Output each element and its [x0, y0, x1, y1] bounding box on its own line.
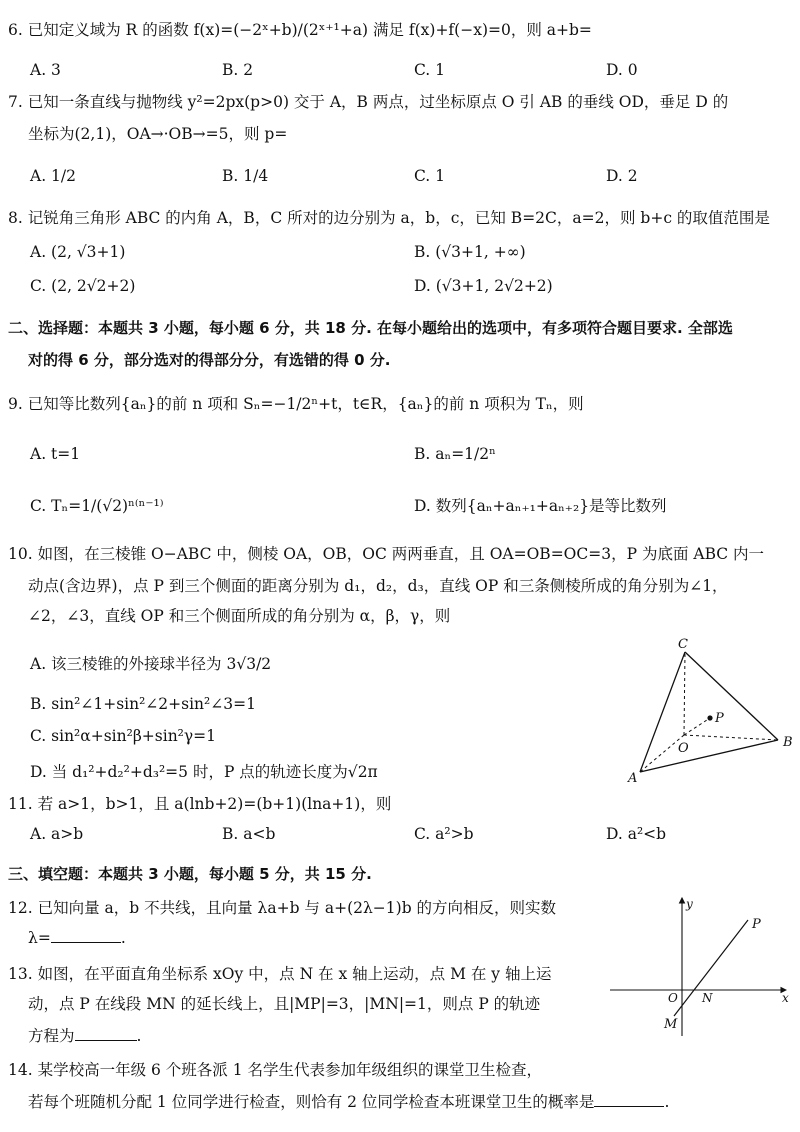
- label-A: A: [628, 771, 638, 786]
- edge-AB: [640, 740, 778, 772]
- q11-option-b: B. a<b: [222, 825, 276, 843]
- q14-answer-blank[interactable]: [594, 1092, 664, 1107]
- q11-option-a: A. a>b: [30, 825, 84, 843]
- edge-CB: [685, 652, 778, 740]
- q13-stem-line3: [28, 1026, 141, 1046]
- q6-option-a: A. 3: [30, 61, 61, 79]
- q11-option-c: C. a²>b: [414, 825, 474, 843]
- edge-OB: [684, 735, 778, 740]
- q6-stem: 6. 已知定义域为 R 的函数 f(x)=(−2ˣ+b)/(2ˣ⁺¹+a) 满足 f(x)+f(−x)=0，则 a+b=: [8, 21, 592, 39]
- q14-stem-line2: [28, 1092, 669, 1112]
- q9-option-c: C. Tₙ=1/(√2)ⁿ⁽ⁿ⁻¹⁾: [30, 497, 164, 515]
- section2-heading-line2: 对的得 6 分，部分选对的得部分分，有选错的得 0 分.: [28, 351, 391, 369]
- tetrahedron-figure: [620, 630, 800, 790]
- q7-option-c: C. 1: [414, 167, 446, 185]
- q14-period: .: [664, 1093, 670, 1111]
- point-P: [707, 715, 712, 720]
- section2-heading-line1: 二、选择题：本题共 3 小题，每小题 6 分，共 18 分. 在每小题给出的选项中，有多项符合题目要求. 全部选: [8, 319, 733, 337]
- edge-OC: [684, 652, 685, 735]
- q7-option-b: B. 1/4: [222, 167, 269, 185]
- q13-period: .: [136, 1027, 142, 1045]
- q8-option-b: B. (√3+1, +∞): [414, 243, 526, 261]
- q7-option-a: A. 1/2: [30, 167, 76, 185]
- q12-stem-line2: [28, 928, 126, 948]
- label-O: O: [678, 741, 689, 756]
- q12-stem-line1: 12. 已知向量 a，b 不共线，且向量 λa+b 与 a+(2λ−1)b 的方向相反，则实数: [8, 899, 557, 917]
- q6-option-b: B. 2: [222, 61, 254, 79]
- q10-option-d: D. 当 d₁²+d₂²+d₃²=5 时，P 点的轨迹长度为√2π: [30, 763, 378, 781]
- q10-option-a: A. 该三棱锥的外接球半径为 3√3/2: [30, 655, 272, 673]
- section3-heading: 三、填空题：本题共 3 小题，每小题 5 分，共 15 分.: [8, 865, 372, 883]
- q14-stem-line2-text: 若每个班随机分配 1 位同学进行检查，则恰有 2 位同学检查本班课堂卫生的概率是: [28, 1093, 595, 1111]
- q12-stem-line2-text: λ=: [28, 929, 51, 947]
- q12-period: .: [120, 929, 126, 947]
- label-P13: P: [752, 917, 761, 932]
- segment-OP: [684, 718, 710, 735]
- label-C: C: [678, 637, 688, 652]
- q12-answer-blank[interactable]: [51, 928, 121, 943]
- coordinate-figure: [606, 890, 796, 1040]
- label-y: y: [686, 897, 693, 911]
- label-N: N: [702, 991, 713, 1005]
- q8-stem: 8. 记锐角三角形 ABC 的内角 A，B，C 所对的边分别为 a，b，c，已知 B=2C，a=2，则 b+c 的取值范围是: [8, 209, 770, 227]
- label-P: P: [715, 711, 724, 726]
- q9-stem: 9. 已知等比数列{aₙ}的前 n 项和 Sₙ=−1/2ⁿ+t，t∈R，{aₙ}的前 n 项积为 Tₙ，则: [8, 395, 584, 413]
- q7-option-d: D. 2: [606, 167, 638, 185]
- q14-stem-line1: 14. 某学校高一年级 6 个班各派 1 名学生代表参加年级组织的课堂卫生检查，: [8, 1061, 543, 1079]
- q8-option-c: C. (2, 2√2+2): [30, 277, 136, 295]
- label-M: M: [664, 1017, 678, 1032]
- q10-stem-line2: 动点(含边界)，点 P 到三个侧面的距离分别为 d₁，d₂，d₃，直线 OP 和三条侧棱所成的角分别为∠1，: [28, 577, 728, 595]
- q11-stem: 11. 若 a>1，b>1，且 a(lnb+2)=(b+1)(lna+1)，则: [8, 795, 392, 813]
- q9-option-d: D. 数列{aₙ+aₙ₊₁+aₙ₊₂}是等比数列: [414, 497, 667, 515]
- q8-option-a: A. (2, √3+1): [30, 243, 126, 261]
- q10-stem-line3: ∠2，∠3，直线 OP 和三个侧面所成的角分别为 α，β，γ，则: [28, 607, 451, 625]
- q10-option-c: C. sin²α+sin²β+sin²γ=1: [30, 727, 216, 745]
- q10-option-b: B. sin²∠1+sin²∠2+sin²∠3=1: [30, 695, 256, 713]
- q8-option-d: D. (√3+1, 2√2+2): [414, 277, 553, 295]
- q13-stem-line3-text: 方程为: [28, 1027, 75, 1045]
- label-O13: O: [668, 991, 678, 1005]
- q9-option-b: B. aₙ=1/2ⁿ: [414, 445, 496, 463]
- q13-stem-line1: 13. 如图，在平面直角坐标系 xOy 中，点 N 在 x 轴上运动，点 M 在 y 轴上运: [8, 965, 552, 983]
- q7-stem-line1: 7. 已知一条直线与抛物线 y²=2px(p>0) 交于 A，B 两点，过坐标原点 O 引 AB 的垂线 OD，垂足 D 的: [8, 93, 729, 111]
- label-B: B: [783, 735, 793, 750]
- q13-stem-line2: 动，点 P 在线段 MN 的延长线上，且|MP|=3，|MN|=1，则点 P 的轨迹: [28, 995, 541, 1013]
- q9-option-a: A. t=1: [30, 445, 81, 463]
- q7-stem-line2: 坐标为(2,1)，OA→·OB→=5，则 p=: [28, 125, 288, 143]
- q6-option-c: C. 1: [414, 61, 446, 79]
- q11-option-d: D. a²<b: [606, 825, 667, 843]
- q6-option-d: D. 0: [606, 61, 638, 79]
- label-x: x: [782, 991, 789, 1005]
- q13-answer-blank[interactable]: [75, 1026, 137, 1041]
- q10-stem-line1: 10. 如图，在三棱锥 O−ABC 中，侧棱 OA，OB，OC 两两垂直，且 OA=OB=OC=3，P 为底面 ABC 内一: [8, 545, 765, 563]
